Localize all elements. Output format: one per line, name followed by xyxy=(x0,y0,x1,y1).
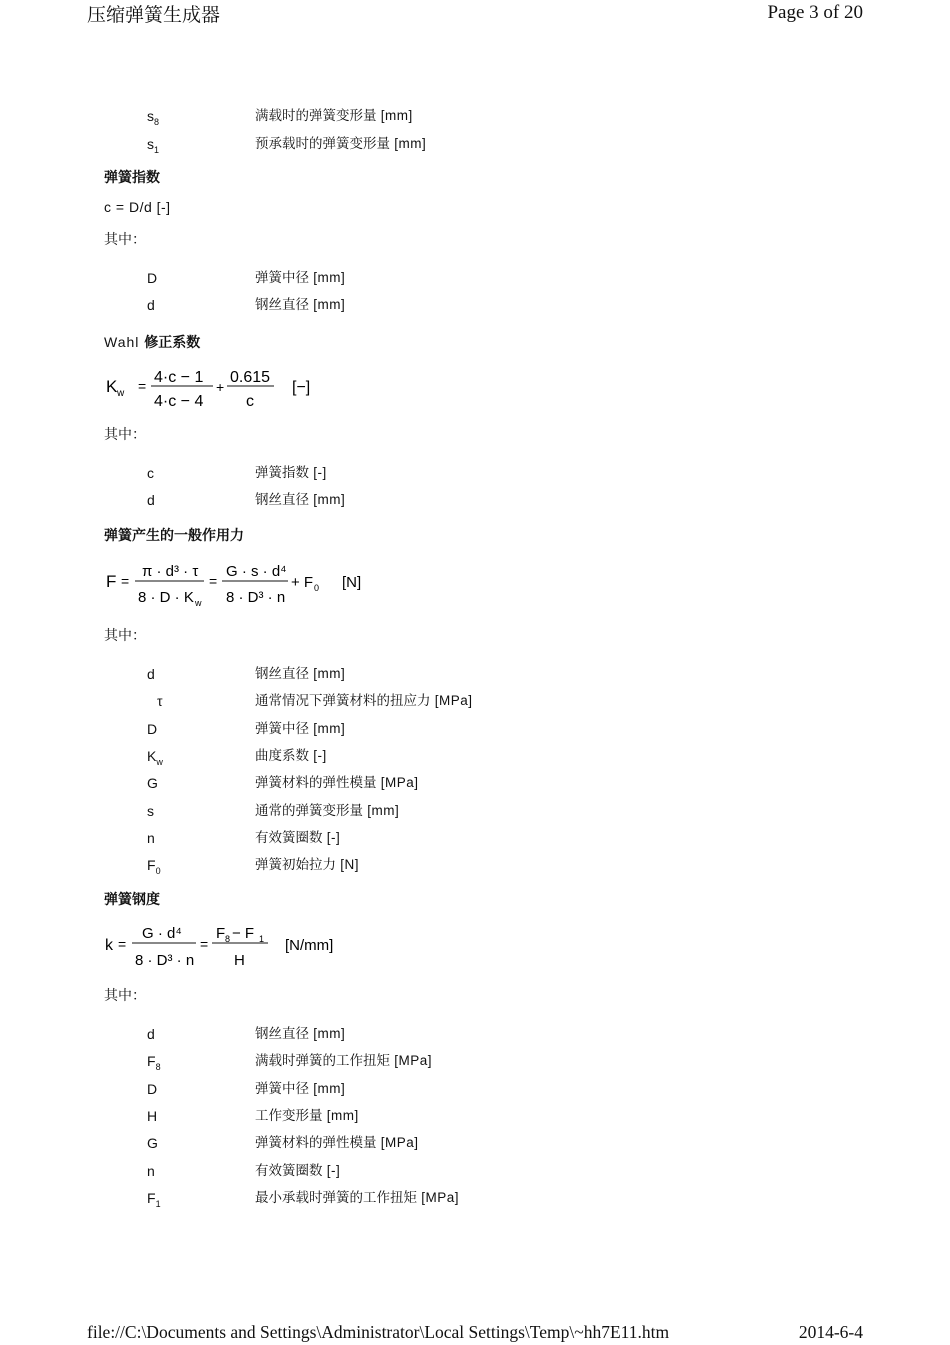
force-tail-sub: 0 xyxy=(314,583,320,593)
variable-symbol: D xyxy=(147,270,158,286)
stiff-den2: H xyxy=(234,952,245,969)
variable-description: 通常的弹簧变形量 [mm] xyxy=(255,802,400,819)
variable-symbol: D xyxy=(147,720,158,737)
wahl-num1: 4·c − 1 xyxy=(154,369,204,386)
stiff-lhs: k xyxy=(105,937,113,954)
variable-description: 有效簧圈数 [-] xyxy=(255,829,341,846)
force-tail: + F xyxy=(291,574,314,591)
variable-unit: [N] xyxy=(340,857,360,873)
variable-description: 弹簧指数 [-] xyxy=(255,465,327,481)
variable-description: 弹簧材料的弹性模量 [MPa] xyxy=(255,1135,419,1152)
where-label: 其中： xyxy=(104,628,146,644)
force-num1: π · d³ · τ xyxy=(142,563,199,580)
variable-description: 弹簧中径 [mm] xyxy=(255,1080,346,1097)
variable-description: 最小承载时弹簧的工作扭矩 [MPa] xyxy=(255,1189,460,1206)
variable-symbol: $K_w$ xyxy=(147,747,163,767)
variable-description: 曲度系数 [-] xyxy=(255,747,327,764)
svg-text:=: = xyxy=(118,936,127,952)
variable-unit: [MPa] xyxy=(434,693,473,709)
variable-subscript: 8 xyxy=(154,117,160,127)
variable-symbol: d xyxy=(147,297,155,313)
variable-symbol: $s_1$ xyxy=(147,135,160,155)
variable-unit: [mm] xyxy=(313,1080,346,1096)
variable-description: 钢丝直径 [mm] xyxy=(255,297,346,313)
svg-text:=: = xyxy=(138,378,147,394)
wahl-num2: 0.615 xyxy=(230,369,271,386)
variable-description: 通常情况下弹簧材料的扭应力 [MPa] xyxy=(255,693,473,710)
variable-description: 有效簧圈数 [-] xyxy=(255,1162,341,1179)
section-heading-wahl: Wahl 修正系数 xyxy=(104,334,201,351)
variable-symbol: d xyxy=(147,1026,155,1042)
section-heading-spring-index: 弹簧指数 xyxy=(104,170,160,186)
print-date: 2014-6-4 xyxy=(798,1322,863,1342)
svg-text:=: = xyxy=(209,573,218,589)
svg-text:+: + xyxy=(216,379,225,395)
stiff-num2a-sub: 8 xyxy=(225,934,231,944)
variable-symbol: c xyxy=(147,465,154,481)
variable-symbol: $F_8$ xyxy=(147,1053,161,1073)
force-den1-sub: w xyxy=(195,598,202,608)
variable-description: 钢丝直径 [mm] xyxy=(255,666,346,682)
variable-unit: [mm] xyxy=(394,135,427,151)
variable-symbol: n xyxy=(147,1162,155,1179)
variable-unit: [MPa] xyxy=(394,1053,433,1069)
section-heading-force: 弹簧产生的一般作用力 xyxy=(104,528,244,544)
variable-symbol: $F_1$ xyxy=(147,1189,161,1209)
variable-symbol: τ xyxy=(157,693,163,710)
variable-unit: [mm] xyxy=(326,1107,359,1123)
wahl-den1: 4·c − 4 xyxy=(154,393,204,410)
variable-description: 满载时的弹簧变形量 [mm] xyxy=(255,108,413,124)
document-title: 压缩弹簧生成器 xyxy=(87,4,221,26)
variable-unit: [MPa] xyxy=(421,1189,460,1205)
where-label: 其中： xyxy=(104,427,146,443)
where-label: 其中： xyxy=(104,232,146,248)
wahl-unit: [−] xyxy=(292,379,311,396)
variable-unit: [mm] xyxy=(313,270,346,285)
variable-unit: [mm] xyxy=(313,297,346,312)
stiffness-formula xyxy=(104,918,364,977)
variable-subscript: 8 xyxy=(155,1062,161,1073)
variable-description: 预承载时的弹簧变形量 [mm] xyxy=(255,135,427,152)
variable-unit: [MPa] xyxy=(380,1135,419,1151)
stiff-num2a: F xyxy=(216,925,226,942)
variable-symbol: n xyxy=(147,829,155,846)
variable-unit: [-] xyxy=(313,465,327,480)
variable-symbol: s xyxy=(147,802,154,819)
spring-index-formula: c = D/d [-] xyxy=(104,199,171,215)
stiff-num1: G · d⁴ xyxy=(142,925,182,942)
svg-text:=: = xyxy=(200,936,209,952)
variable-symbol: $F_0$ xyxy=(147,857,161,877)
wahl-lhs: K xyxy=(106,377,118,396)
wahl-lhs-sub: w xyxy=(117,388,125,399)
variable-description: 弹簧材料的弹性模量 [MPa] xyxy=(255,775,419,792)
variable-description: 弹簧中径 [mm] xyxy=(255,270,346,286)
svg-text:=: = xyxy=(121,573,130,589)
variable-symbol: G xyxy=(147,1135,158,1152)
stiff-num2b-sub: 1 xyxy=(259,934,265,944)
variable-unit: [-] xyxy=(326,829,341,845)
force-num2: G · s · d⁴ xyxy=(226,563,287,580)
variable-symbol: d xyxy=(147,492,155,508)
variable-unit: [mm] xyxy=(380,108,413,123)
variable-unit: [-] xyxy=(313,747,327,763)
variable-description: 满载时弹簧的工作扭矩 [MPa] xyxy=(255,1053,433,1070)
variable-symbol: d xyxy=(147,666,155,682)
variable-symbol: G xyxy=(147,775,158,792)
variable-subscript: 0 xyxy=(155,866,161,877)
variable-unit: [-] xyxy=(326,1162,341,1178)
variable-unit: [mm] xyxy=(367,802,400,818)
wahl-formula xyxy=(104,364,344,418)
section-heading-stiffness: 弹簧钢度 xyxy=(104,892,160,908)
force-den2: 8 · D³ · n xyxy=(226,589,286,606)
stiff-unit: [N/mm] xyxy=(285,937,334,954)
variable-symbol: H xyxy=(147,1107,158,1124)
variable-unit: [MPa] xyxy=(380,775,419,791)
variable-symbol: D xyxy=(147,1080,158,1097)
variable-unit: [mm] xyxy=(313,1026,346,1041)
force-den1: 8 · D · K xyxy=(138,589,194,606)
variable-symbol: $s_8$ xyxy=(147,108,160,127)
force-formula xyxy=(104,558,384,617)
variable-description: 钢丝直径 [mm] xyxy=(255,492,346,508)
wahl-den2: c xyxy=(246,393,254,410)
force-lhs: F xyxy=(106,572,117,591)
page-number: Page 3 of 20 xyxy=(767,2,863,23)
where-label: 其中： xyxy=(104,988,146,1004)
variable-subscript: w xyxy=(156,756,163,767)
variable-unit: [mm] xyxy=(313,492,346,507)
file-path: file://C:\Documents and Settings\Administrator\Local Settings\Temp\~hh7E11.htm xyxy=(87,1322,670,1342)
variable-description: 钢丝直径 [mm] xyxy=(255,1026,346,1042)
variable-unit: [mm] xyxy=(313,666,346,681)
stiff-den1: 8 · D³ · n xyxy=(135,952,195,969)
variable-unit: [mm] xyxy=(313,720,346,736)
variable-description: 工作变形量 [mm] xyxy=(255,1107,359,1124)
force-unit: [N] xyxy=(342,574,362,591)
variable-description: 弹簧中径 [mm] xyxy=(255,720,346,737)
stiff-num2b: − F xyxy=(232,925,255,942)
variable-description: 弹簧初始拉力 [N] xyxy=(255,857,360,874)
variable-subscript: 1 xyxy=(155,1198,161,1209)
variable-subscript: 1 xyxy=(154,144,160,155)
